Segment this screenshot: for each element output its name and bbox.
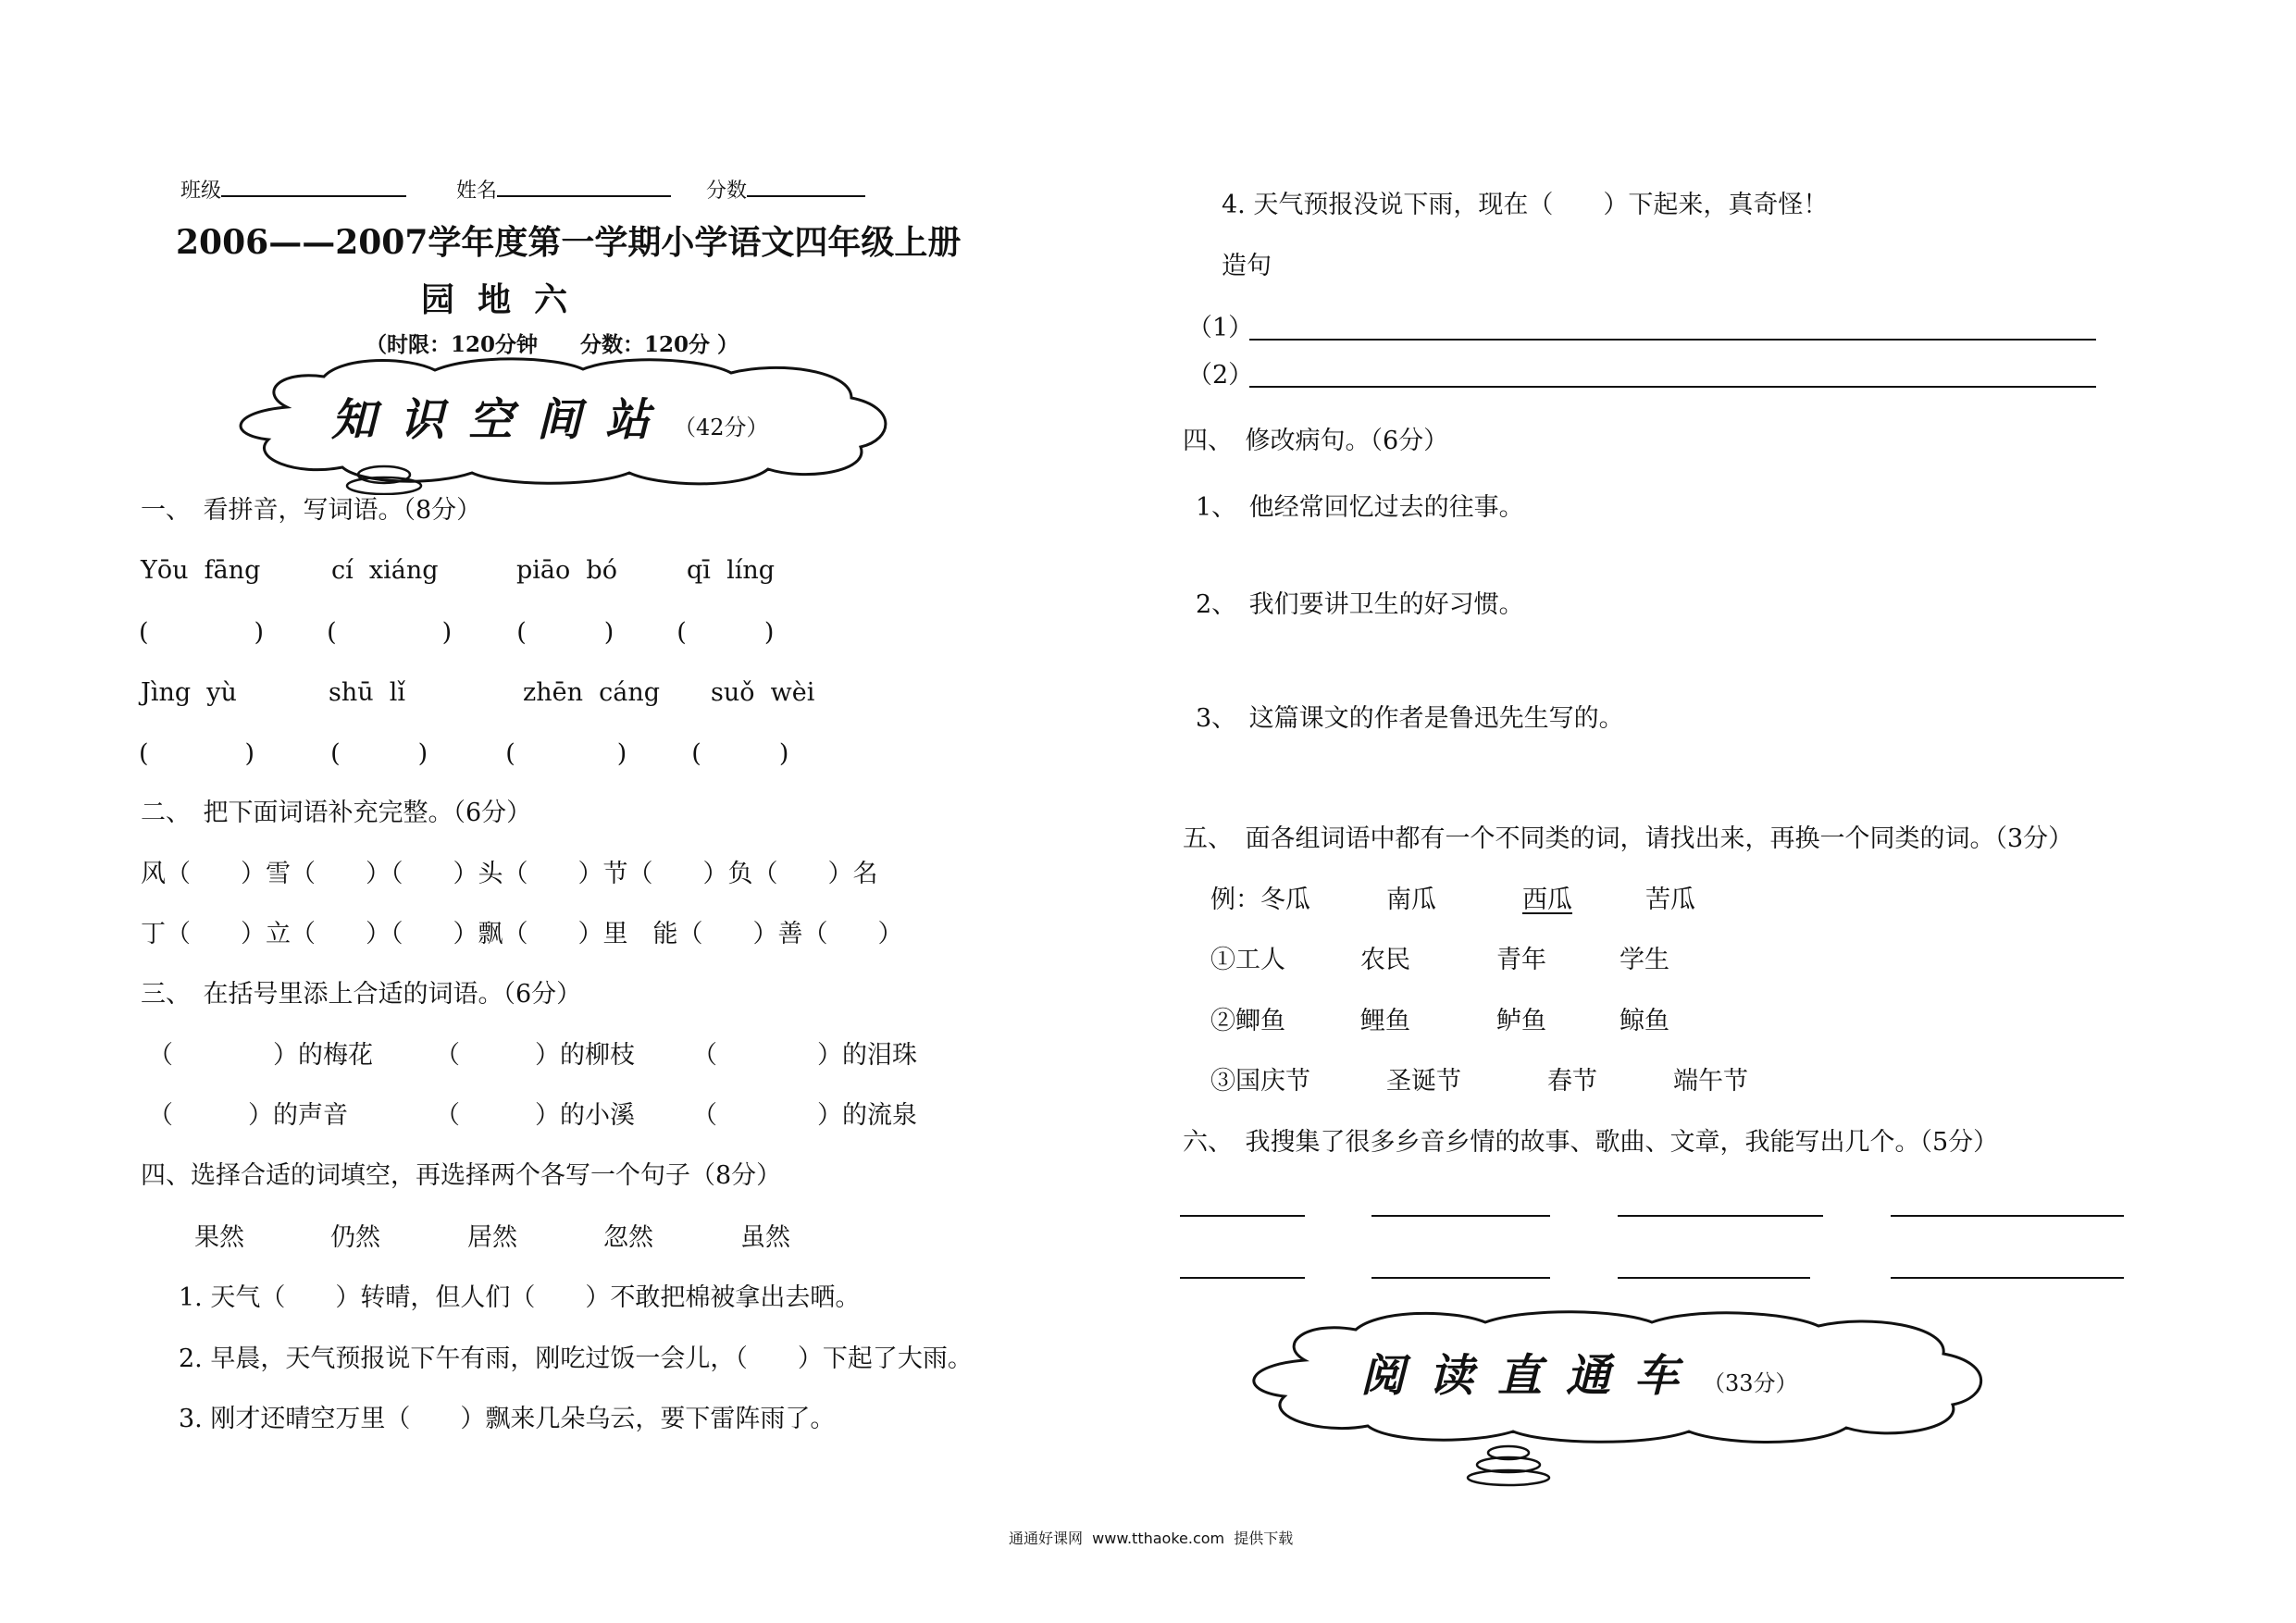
q4-word-4: 忽然 [603, 1223, 653, 1252]
exam-title: 2006——2007学年度第一学期小学语文四年级上册 [176, 223, 962, 262]
q4-sentence-2[interactable]: 2. 早晨，天气预报说下午有雨，刚吃过饭一会儿，（ ）下起了大雨。 [179, 1344, 973, 1373]
q2-line-1[interactable]: 风（ ）雪（ ）（ ）头（ ）节（ ）负（ ）名 [141, 860, 878, 888]
q2-title: 二、 把下面词语补充完整。（6分） [141, 799, 532, 827]
q6-group3-b: 圣诞节 [1386, 1067, 1461, 1096]
q6-group3-d: 端午节 [1673, 1067, 1748, 1096]
q6-group1-d: 学生 [1620, 946, 1669, 974]
q7-blank-7[interactable] [1618, 1277, 1810, 1279]
section2-title-text: 阅读直通车 [1360, 1350, 1704, 1402]
q6-group1-c: 青年 [1496, 946, 1546, 974]
q3-item-2c[interactable]: （ ）的流泉 [692, 1101, 917, 1130]
q6-group3-c: 春节 [1547, 1067, 1597, 1096]
q6-group3-a: ③国庆节 [1210, 1067, 1310, 1096]
q6-group1-b: 农民 [1360, 946, 1410, 974]
q2-line-2[interactable]: 丁（ ）立（ ）（ ）飘（ ）里 能（ ）善（ ） [141, 920, 903, 948]
q6-group2-a: ②鲫鱼 [1210, 1007, 1285, 1035]
q6-group2-b: 鲤鱼 [1360, 1007, 1410, 1035]
q6-example-label: 例：冬瓜 [1210, 886, 1310, 914]
q6-example-word-2: 西瓜 [1522, 886, 1572, 914]
section1-title-text: 知识空间站 [331, 394, 675, 446]
q5-title: 四、 修改病句。（6分） [1183, 427, 1449, 455]
q7-blank-2[interactable] [1371, 1215, 1550, 1217]
section2-title [1360, 1340, 1798, 1404]
q7-blank-1[interactable] [1180, 1215, 1305, 1217]
sentence-blank-1-line[interactable] [1249, 339, 2096, 341]
q7-blank-8[interactable] [1891, 1277, 2124, 1279]
q7-blank-5[interactable] [1180, 1277, 1305, 1279]
section2-points: （33分） [1703, 1370, 1798, 1396]
q1-answer-row-1[interactable]: ( ) ( ) ( ) ( ) [139, 618, 775, 647]
q4-word-2: 仍然 [330, 1223, 380, 1252]
q6-example-word-1: 南瓜 [1386, 886, 1436, 914]
class-label: 班级 [180, 180, 222, 203]
sentence-blank-2-label: （2） [1187, 361, 1254, 390]
footer-text: 通通好课网 www.tthaoke.com 提供下载 [1009, 1530, 1294, 1547]
q4-sentence-4[interactable]: 4. 天气预报没说下雨，现在（ ）下起来，真奇怪！ [1222, 191, 1829, 219]
exam-subtitle: 园 地 六 [421, 280, 568, 319]
q3-item-2a[interactable]: （ ）的声音 [148, 1101, 348, 1130]
name-blank[interactable] [497, 175, 671, 197]
q7-blank-4[interactable] [1891, 1215, 2124, 1217]
q5-item-2: 2、 我们要讲卫生的好习惯。 [1196, 590, 1524, 619]
q4-word-1: 果然 [194, 1223, 244, 1252]
q1-title: 一、 看拼音，写词语。（8分） [141, 496, 482, 525]
q1-pinyin-1b: cí xiáng [331, 556, 439, 585]
time-info: （时限：120分钟 分数：120分 ） [366, 332, 739, 357]
section1-title [331, 384, 769, 448]
q4-word-5: 虽然 [740, 1223, 790, 1252]
q3-item-2b[interactable]: （ ）的小溪 [435, 1101, 635, 1130]
q1-pinyin-2b: shū lǐ [329, 678, 406, 707]
q3-item-1b[interactable]: （ ）的柳枝 [435, 1041, 635, 1070]
q3-item-1c[interactable]: （ ）的泪珠 [692, 1041, 917, 1070]
name-label: 姓名 [456, 180, 498, 203]
q1-pinyin-1d: qī líng [687, 556, 776, 585]
q7-blank-6[interactable] [1371, 1277, 1550, 1279]
q6-group1-a: ①工人 [1210, 946, 1285, 974]
q1-pinyin-2d: suǒ wèi [711, 678, 815, 707]
q3-title: 三、 在括号里添上合适的词语。（6分） [141, 980, 582, 1009]
q6-example-word-3: 苦瓜 [1645, 886, 1695, 914]
q7-blank-3[interactable] [1618, 1215, 1823, 1217]
q4-sentence-1[interactable]: 1. 天气（ ）转晴，但人们（ ）不敢把棉被拿出去晒。 [179, 1283, 861, 1312]
q6-title: 五、 面各组词语中都有一个不同类的词，请找出来，再换一个同类的词。（3分） [1183, 824, 2074, 853]
student-info-line [180, 175, 865, 207]
q3-item-1a[interactable]: （ ）的梅花 [148, 1041, 373, 1070]
sentence-blank-2-line[interactable] [1249, 386, 2096, 388]
q6-group2-d: 鲸鱼 [1620, 1007, 1669, 1035]
sentence-blank-1-label: （1） [1187, 314, 1254, 342]
q4-title: 四、选择合适的词填空，再选择两个各写一个句子（8分） [141, 1161, 782, 1190]
q5-item-1: 1、 他经常回忆过去的往事。 [1196, 493, 1524, 522]
make-sentence-label: 造句 [1222, 252, 1272, 280]
section1-points: （42分） [674, 415, 769, 440]
q1-pinyin-1a: Yōu fāng [141, 556, 261, 585]
score-blank[interactable] [747, 175, 865, 197]
q5-item-3: 3、 这篇课文的作者是鲁迅先生写的。 [1196, 704, 1624, 733]
q1-pinyin-2a: Jìng yù [141, 678, 237, 707]
q4-word-3: 居然 [467, 1223, 517, 1252]
q1-pinyin-1c: piāo bó [516, 556, 617, 585]
q7-title: 六、 我搜集了很多乡音乡情的故事、歌曲、文章，我能写出几个。（5分） [1183, 1128, 1999, 1157]
q1-answer-row-2[interactable]: ( ) ( ) ( ) ( ) [139, 739, 789, 768]
q1-pinyin-2c: zhēn cáng [523, 678, 661, 707]
class-blank[interactable] [221, 175, 406, 197]
q6-group2-c: 鲈鱼 [1496, 1007, 1546, 1035]
q4-sentence-3[interactable]: 3. 刚才还晴空万里（ ）飘来几朵乌云，要下雷阵雨了。 [179, 1405, 836, 1433]
score-label: 分数 [706, 180, 748, 203]
